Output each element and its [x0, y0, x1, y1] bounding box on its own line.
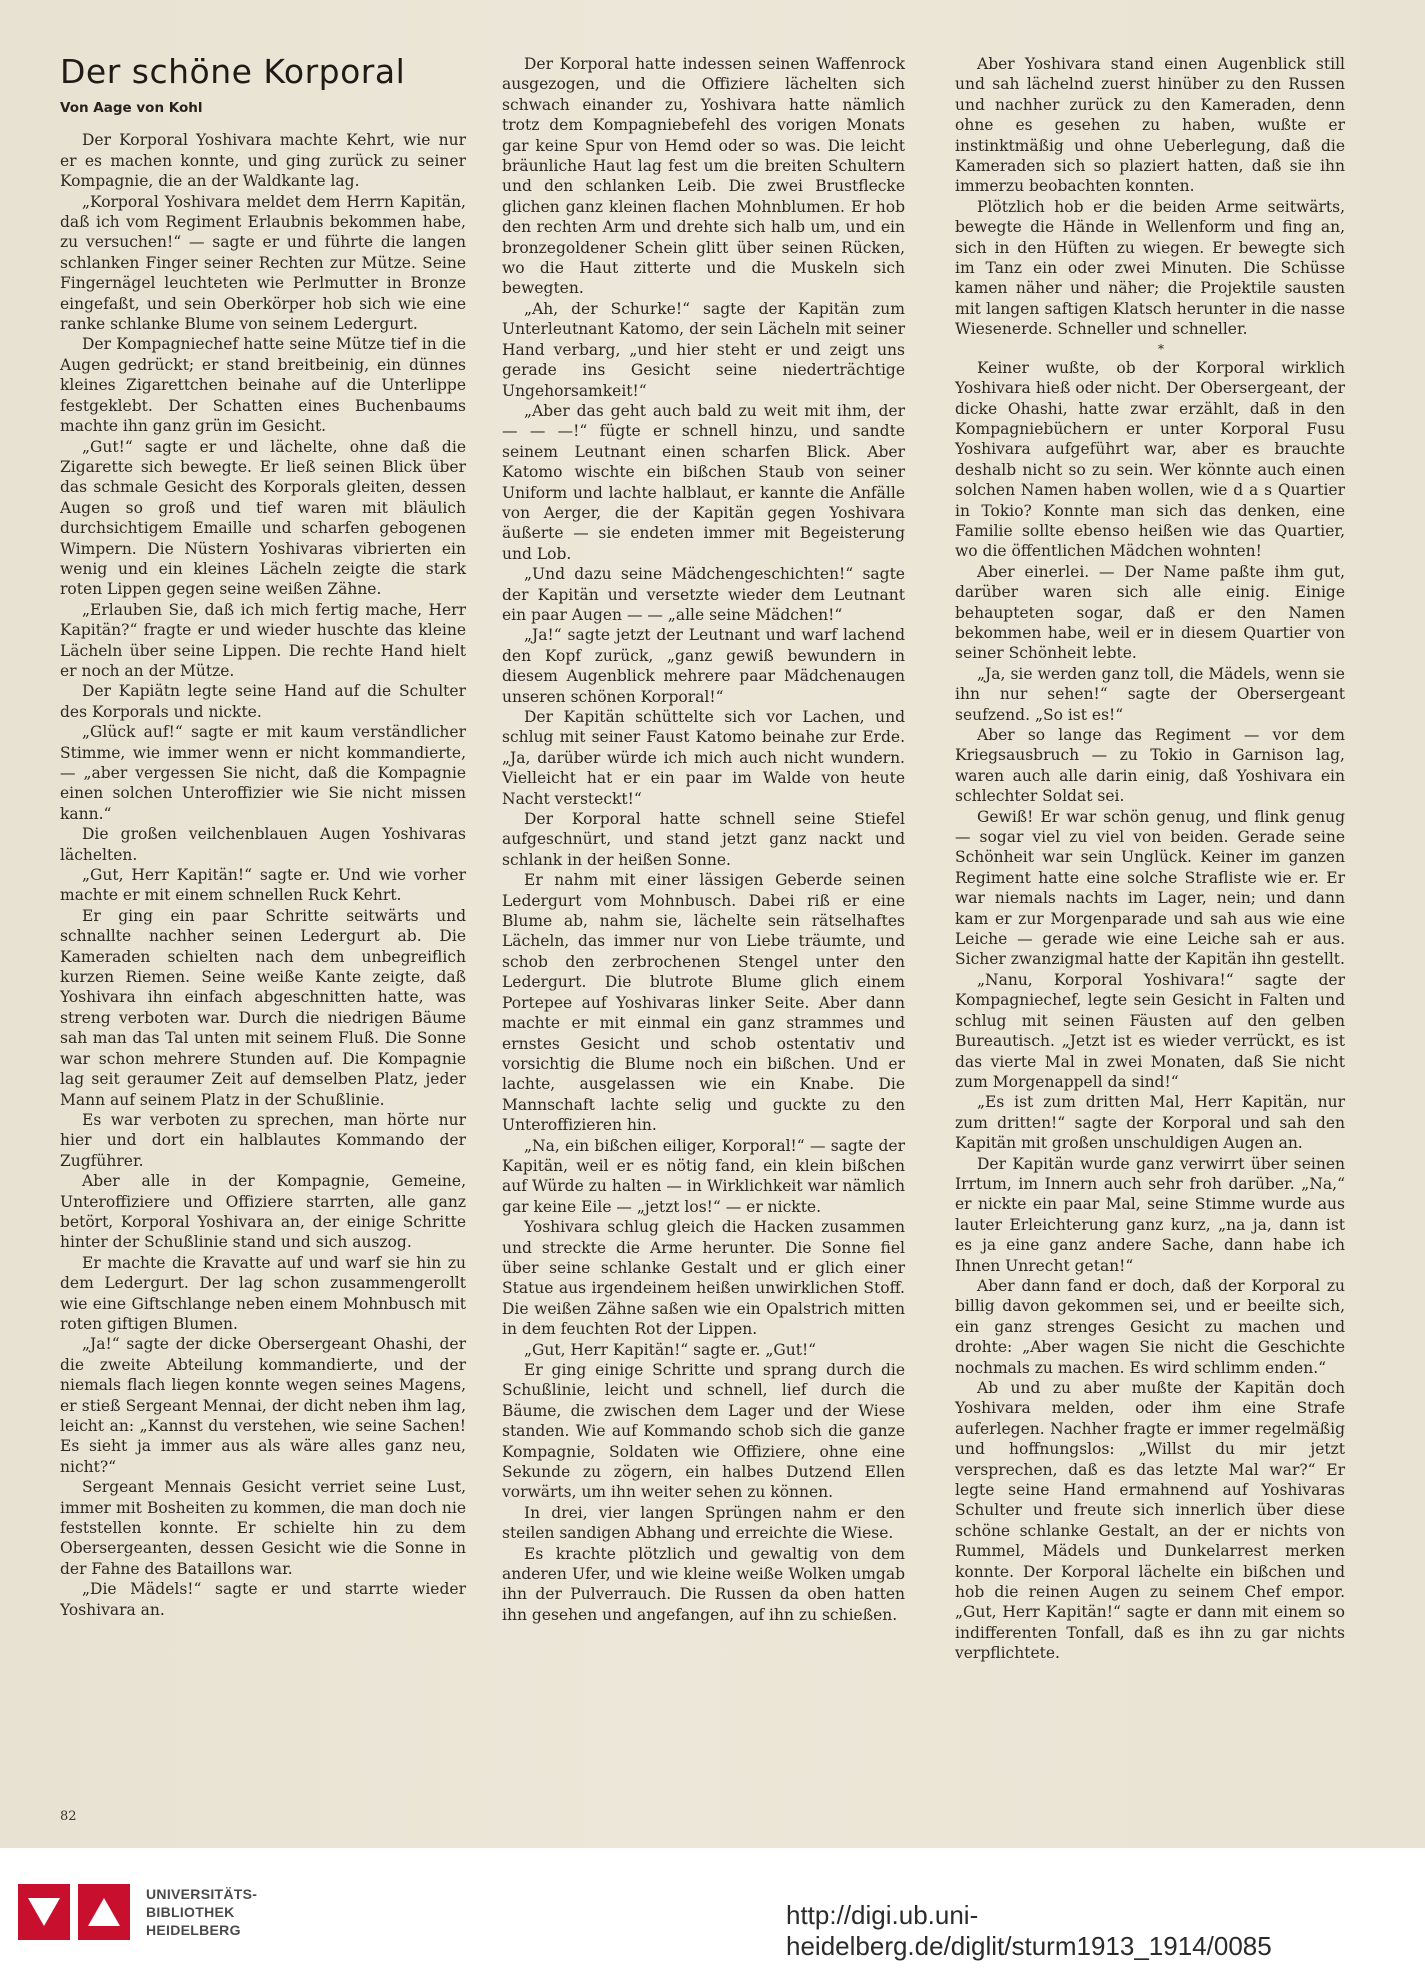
- column-2-text: [502, 54, 905, 1625]
- paragraph: „Es ist zum dritten Mal, Herr Kapitän, nur zum dritten!“ sagte der Korporal und sah den Kapitän mit großen unschuldigen Augen an.: [955, 1093, 1345, 1153]
- paragraph: Gewiß! Er war schön genug, und flink genug — sogar viel zu viel von beiden. Gerade seine Schönheit war sein Unglück. Keiner im ganzen Regiment hatte eine solche Strafliste wie er. Er war niemals nachts im Lager, nein; und dann kam er zur Morgenparade und sah aus wie eine Leiche — gerade wie eine Leiche sah er aus. Sicher zwanzigmal hatte der Kapitän ihn gestellt.: [955, 807, 1345, 969]
- paragraph: Aber so lange das Regiment — vor dem Kriegsausbruch — zu Tokio in Garnison lag, waren auch alle darin einig, daß Yoshivara ein schlechter Soldat sei.: [955, 726, 1345, 806]
- paragraph: „Korporal Yoshivara meldet dem Herrn Kapitän, daß ich vom Regiment Erlaubnis bekommen habe, zu versuchen!“ — sagte er und führte die langen schlanken Finger seiner Rechten zur Mütze. Seine Fingernägel leuchteten wie Perlmutter in Bronze eingefaßt, und sein Oberkörper hob sich wie eine ranke schlanke Blume von seinem Ledergurt.: [60, 192, 466, 334]
- column-3-text-a: [955, 54, 1345, 340]
- paragraph: Ab und zu aber mußte der Kapitän doch Yoshivara melden, oder ihm eine Strafe auferlegen. Nachher fragte er immer regelmäßig und hoffnungslos: „Willst du mir jetzt versprechen, daß es das letzte Mal war?“ Er legte seine Hand ermahnend auf Yoshivaras Schulter und freute sich innerlich über diese schöne schlanke Gestalt, an der er nichts von Rummel, Mädels und Dunkelarrest merken konnte. Der Korporal lächelte ein bißchen und hob die reinen Augen zu seinem Chef empor. „Gut, Herr Kapitän!“ sagte er dann mit einem so indifferenten Tonfall, daß es ihn zu gar nichts verpflichtete.: [955, 1379, 1345, 1663]
- paragraph: Aber dann fand er doch, daß der Korporal zu billig davon gekommen sei, und er beeilte sich, ein ganz strenges Gesicht zu machen und drohte: „Aber wagen Sie nicht die Geschichte nochmals zu machen. Es wird schlimm enden.“: [955, 1276, 1345, 1377]
- paragraph: Der Kapitän schüttelte sich vor Lachen, und schlug mit seiner Faust Katomo beinahe zur Erde. „Ja, darüber würde ich mich auch nicht wundern. Vielleicht hat er ein paar im Walde von heute Nacht versteckt!“: [502, 708, 905, 808]
- paragraph: Aber alle in der Kompagnie, Gemeine, Unteroffiziere und Offiziere starrten, alle ganz betört, Korporal Yoshivara an, der einige Schritte hinter der Schußlinie stand und sich auszog.: [60, 1172, 466, 1252]
- paragraph: „Gut!“ sagte er und lächelte, ohne daß die Zigarette sich bewegte. Er ließ seinen Blick über das schmale Gesicht des Korporals gleiten, dessen Augen so groß und tief waren mit bläulich durchsichtigem Emaille und scharfen gebogenen Wimpern. Die Nüstern Yoshivaras vibrierten ein wenig und ein kleines Lächeln zeigte die stark roten Lippen gegen seine weißen Zähne.: [60, 437, 466, 599]
- paragraph: „Gut, Herr Kapitän!“ sagte er. „Gut!“: [524, 1340, 817, 1359]
- column-3-text-b: [955, 358, 1345, 1664]
- paragraph: Sergeant Mennais Gesicht verriet seine Lust, immer mit Bosheiten zu kommen, die man doch nie feststellen konnte. Er schielte hin zu dem Obersergeanten, dessen Gesicht wie die Sonne in der Fahne des Bataillons war.: [60, 1478, 466, 1578]
- paragraph: Er nahm mit einer lässigen Geberde seinen Ledergurt vom Mohnbusch. Dabei riß er eine Blume ab, nahm sie, lächelte sein rätselhaftes Lächeln, das immer nur von Liebe träumte, und schob den zerbrochenen Stengel unter den Ledergurt. Die blutrote Blume glich einem Portepee auf Yoshivaras linker Seite. Aber dann machte er mit einmal ein ganz strammes und ernstes Gesicht und schob ostentativ und vorsichtig die Blume noch ein bißchen. Und er lachte, ausgelassen wie ein Knabe. Die Mannschaft lachte selig und guckte zu den Unteroffizieren hin.: [502, 871, 905, 1135]
- library-name: [146, 1885, 257, 1939]
- library-name-line2: BIBLIOTHEK: [146, 1904, 235, 1920]
- paragraph: „Erlauben Sie, daß ich mich fertig mache, Herr Kapitän?“ fragte er und wieder huschte das kleine Lächeln über seine Lippen. Die rechte Hand hielt er noch an der Mütze.: [60, 600, 466, 680]
- paragraph: „Ja, sie werden ganz toll, die Mädels, wenn sie ihn nur sehen!“ sagte der Obersergeant seufzend. „So ist es!“: [955, 664, 1345, 724]
- university-library-logo: [16, 1880, 134, 1944]
- page-number: 82: [60, 1809, 77, 1824]
- paragraph: Der Kompagniechef hatte seine Mütze tief in die Augen gedrückt; er stand breitbeinig, ein dünnes kleines Zigarettchen beinahe auf die Unterlippe festgeklebt. Der Schatten eines Buchenbaums machte ihn ganz grün im Gesicht.: [60, 335, 466, 436]
- section-separator: *: [1158, 341, 1164, 356]
- paragraph: Aber Yoshivara stand einen Augenblick still und sah lächelnd zuerst hinüber zu den Russen und nachher zurück zu den Kameraden, denn ohne es gesehen zu haben, wußte er instinktmäßig und ohne Ueberlegung, daß die Kameraden sich so plaziert hatten, daß sie ihn immerzu beobachten konnten.: [955, 55, 1345, 196]
- paragraph: Der Korporal hatte indessen seinen Waffenrock ausgezogen, und die Offiziere lächelten sich schwach einander zu, Yoshivara hatte nämlich trotz dem Kompagniebefehl des vorigen Monats gar keine Spur von Hemd oder so was. Die leicht bräunliche Haut lag fest um die breiten Schultern und den schlanken Leib. Die zwei Brustflecke glichen ganz kleinen flachen Mohnblumen. Er hob den rechten Arm und drehte sich halb um, und ein bronzegoldener Schein glitt über seinen Rücken, wo die Haut zitterte und die Muskeln sich bewegten.: [502, 55, 905, 298]
- column-1: [60, 52, 466, 1620]
- paragraph: „Und dazu seine Mädchengeschichten!“ sagte der Kapitän und versetzte wieder dem Leutnant ein paar Augen — — „alle seine Mädchen!“: [502, 565, 905, 624]
- paragraph: „Die Mädels!“ sagte er und starrte wieder Yoshivara an.: [60, 1580, 466, 1619]
- paragraph: „Na, ein bißchen eiliger, Korporal!“ — sagte der Kapitän, weil er es nötig fand, ein klein bißchen auf Würde zu halten — in Wirklichkeit war nämlich gar keine Eile — „jetzt los!“ — er nickte.: [502, 1136, 905, 1216]
- column-3: [955, 54, 1345, 1664]
- paragraph: Der Korporal hatte schnell seine Stiefel aufgeschnürt, und stand jetzt ganz nackt und schlank in der heißen Sonne.: [502, 810, 905, 869]
- paragraph: Er ging einige Schritte und sprang durch die Schußlinie, leicht und schnell, lief durch die Bäume, die zwischen dem Lager und der Wiese standen. Wie auf Kommando schob sich die ganze Kompagnie, Soldaten wie Offiziere, ohne eine Sekunde zu zögern, ein halbes Dutzend Ellen vorwärts, um ihn weiter sehen zu können.: [502, 1361, 905, 1502]
- paragraph: Aber einerlei. — Der Name paßte ihm gut, darüber waren sich alle einig. Einige behaupteten sogar, daß er den Namen bekommen habe, weil er in diesem Quartier von seiner Schönheit lebte.: [955, 562, 1345, 663]
- paragraph: Yoshivara schlug gleich die Hacken zusammen und streckte die Arme herunter. Die Sonne fiel über seine schlanke Gestalt und er glich einer Statue aus irgendeinem heißen unwirklichen Stoff. Die weißen Zähne saßen wie ein Opalstrich mitten in dem feuchten Rot der Lippen.: [502, 1218, 905, 1339]
- paragraph: In drei, vier langen Sprüngen nahm er den steilen sandigen Abhang und erreichte die Wiese.: [502, 1503, 905, 1543]
- paragraph: „Ja!“ sagte der dicke Obersergeant Ohashi, der die zweite Abteilung kommandierte, und der niemals flach liegen konnte wegen seines Magens, er stieß Sergeant Mennai, der dicht neben ihm lag, leicht an: „Kannst du verstehen, wie seine Sachen! Es sieht ja immer aus als wäre alles ganz neu, nicht?“: [60, 1335, 466, 1476]
- paragraph: Er machte die Kravatte auf und warf sie hin zu dem Ledergurt. Der lag schon zusammengerollt wie eine Giftschlange neben einem Mohnbusch mit roten giftigen Blumen.: [60, 1253, 466, 1333]
- paragraph: „Ah, der Schurke!“ sagte der Kapitän zum Unterleutnant Katomo, der sein Lächeln mit seiner Hand verbarg, „und hier steht er und zeigt uns gerade ins Gesicht seine niederträchtige Ungehorsamkeit!“: [502, 299, 905, 400]
- paragraph: „Glück auf!“ sagte er mit kaum verständlicher Stimme, wie immer wenn er nicht kommandierte, — „aber vergessen Sie nicht, daß die Kompagnie einen solchen Unteroffizier wie Sie nicht missen kann.“: [60, 723, 466, 823]
- paragraph: Der Kapiätn legte seine Hand auf die Schulter des Korporals und nickte.: [60, 682, 466, 721]
- paragraph: „Ja!“ sagte jetzt der Leutnant und warf lachend den Kopf zurück, „ganz gewiß bewundern in diesem Augenblick mehrere paar Mädchenaugen unseren schönen Korporal!“: [502, 626, 905, 706]
- footer-bar: [0, 1848, 1425, 1986]
- paragraph: Die großen veilchenblauen Augen Yoshivaras lächelten.: [60, 825, 466, 864]
- source-url-link[interactable]: http://digi.ub.uni-heidelberg.de/diglit/sturm1913_1914/0085: [786, 1900, 1272, 1961]
- paragraph: Es krachte plötzlich und gewaltig von dem anderen Ufer, und wie kleine weiße Wolken umgab ihn der Pulverrauch. Die Russen da oben hatten ihn gesehen und angefangen, auf ihn zu schießen.: [502, 1544, 905, 1624]
- paragraph: Der Korporal Yoshivara machte Kehrt, wie nur er es machen konnte, und ging zurück zu seiner Kompagnie, die an der Waldkante lag.: [60, 131, 466, 191]
- column-1-text: [60, 130, 466, 1620]
- paragraph: „Gut, Herr Kapitän!“ sagte er. Und wie vorher machte er mit einem schnellen Ruck Kehrt.: [60, 866, 466, 905]
- paragraph: Plötzlich hob er die beiden Arme seitwärts, bewegte die Hände in Wellenform und fing an, sich in den Hüften zu wiegen. Er bewegte sich im Tanz ein oder zwei Minuten. Die Schüsse kamen näher und näher; die Projektile sausten mit langen saftigen Klatsch herunter in die nasse Wiesenerde. Schneller und schneller.: [955, 197, 1345, 339]
- article-title: Der schöne Korporal: [60, 52, 406, 91]
- library-name-line1: UNIVERSITÄTS-: [146, 1886, 258, 1902]
- paragraph: Er ging ein paar Schritte seitwärts und schnallte nachher seinen Ledergurt ab. Die Kameraden schielten nach dem unbegreiflich kurzen Riemen. Seine weiße Kante zeigte, daß Yoshivara ihn einfach abgeschnitten hatte, was streng verboten war. Durch die niedrigen Bäume sah man das Tal unten mit seinem Fluß. Die Sonne war schon mehrere Stunden auf. Die Kompagnie lag seit geraumer Zeit auf demselben Platz, jeder Mann auf seinem Platz in der Schußlinie.: [60, 906, 466, 1109]
- library-name-line3: HEIDELBERG: [146, 1922, 241, 1938]
- paragraph: Der Kapitän wurde ganz verwirrt über seinen Irrtum, im Innern auch sehr froh darüber. „Na,“ er nickte ein paar Mal, seine Stimme wurde aus lauter Erleichterung ganz kurz, „na ja, dann ist es ja eine ganz andere Sache, dann habe ich Ihnen Unrecht getan!“: [955, 1154, 1345, 1275]
- paragraph: Es war verboten zu sprechen, man hörte nur hier und dort ein halblautes Kommando der Zugführer.: [60, 1110, 466, 1170]
- article-author: Von Aage von Kohl: [60, 100, 203, 116]
- column-2: [502, 54, 905, 1625]
- paragraph: „Aber das geht auch bald zu weit mit ihm, der — — —!“ fügte er schnell hinzu, und sandte seinem Leutnant einen scharfen Blick. Aber Katomo wischte ein bißchen Staub von seiner Uniform und lachte halblaut, er kannte die Anfälle von Aerger, die der Kapitän gegen Yoshivara äußerte — sie endeten immer mit Begeisterung und Lob.: [502, 401, 905, 563]
- paragraph: Keiner wußte, ob der Korporal wirklich Yoshivara hieß oder nicht. Der Obersergeant, der dicke Ohashi, hatte zwar erzählt, daß in den Kompagniebüchern er unter Korporal Fusu Yoshivara aufgeführt war, aber es brauchte deshalb nicht so zu sein. Wer könnte auch einen solchen Namen haben wollen, wie d a s Quartier in Tokio? Konnte man sich das denken, eine Familie sollte ebenso heißen wie das Quartier, wo die öffentlichen Mädchen wohnten!: [955, 358, 1345, 561]
- paragraph: „Nanu, Korporal Yoshivara!“ sagte der Kompagniechef, legte sein Gesicht in Falten und schlug mit seinen Fäusten auf den gelben Bureautisch. „Jetzt ist es wieder verrückt, es ist das vierte Mal in zwei Monaten, daß Sie nicht zum Morgenappell da sind!“: [955, 970, 1345, 1091]
